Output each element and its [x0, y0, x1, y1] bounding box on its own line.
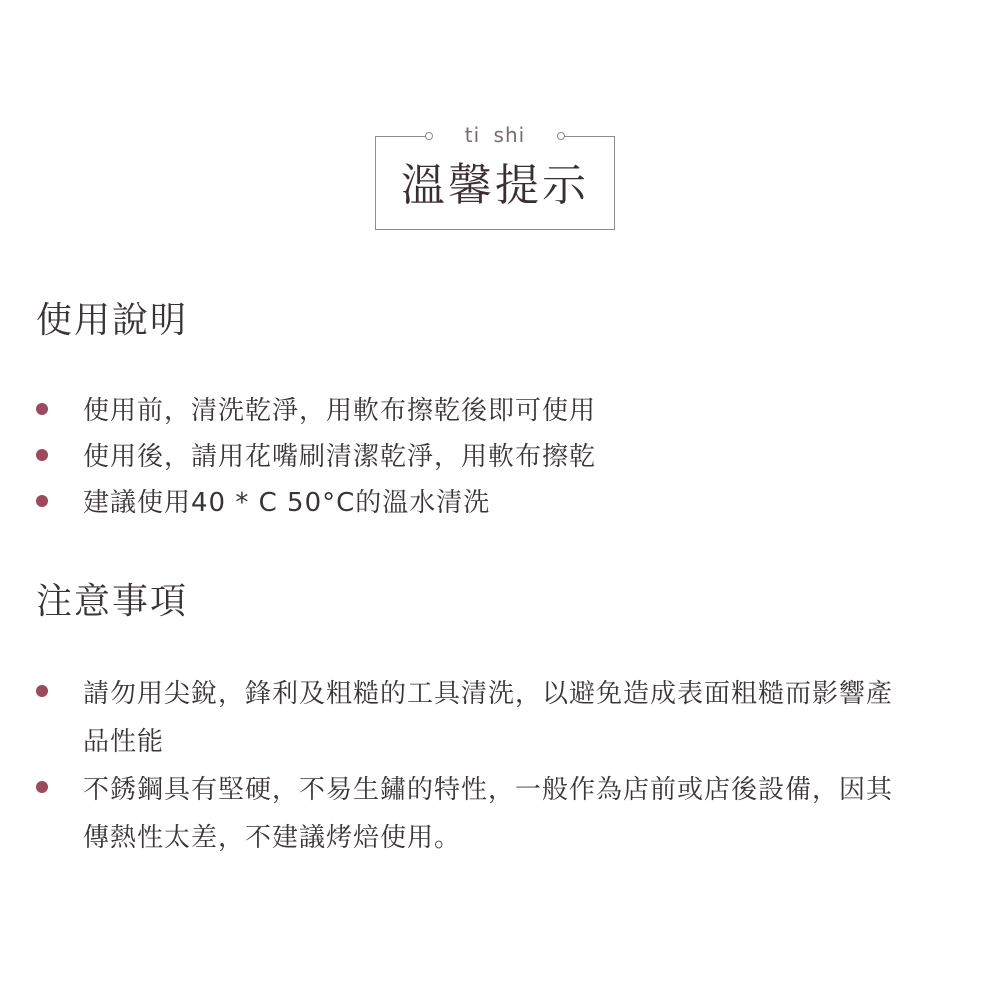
list-item-text: 不銹鋼具有堅硬，不易生鏽的特性，一般作為店前或店後設備，因其傳熱性太差，不建議烤焙使用。: [83, 775, 894, 853]
list-item: [36, 434, 896, 480]
bullet-dot-icon: [36, 781, 48, 793]
list-item-text: 請勿用尖銳，鋒利及粗糙的工具清洗，以避免造成表面粗糙而影響產品性能: [83, 679, 894, 757]
section-heading-notes: 注意事項: [36, 581, 189, 622]
list-item: [36, 480, 896, 526]
bullet-dot-icon: [36, 495, 48, 507]
header-title: 溫馨提示: [401, 160, 589, 211]
list-item: [36, 766, 896, 862]
bullet-dot-icon: [36, 403, 48, 415]
notes-list: [36, 670, 896, 862]
header-subtitle: ti shi: [464, 123, 526, 147]
bullet-dot-icon: [36, 449, 48, 461]
list-item: [36, 670, 896, 766]
list-item: [36, 388, 896, 434]
section-heading-usage: 使用說明: [36, 300, 189, 341]
frame-bottom-border: [375, 229, 615, 230]
list-item-text: 使用後，請用花嘴刷清潔乾淨，用軟布擦乾: [83, 442, 597, 472]
usage-list: [36, 388, 896, 526]
list-item-text: 使用前，清洗乾淨，用軟布擦乾後即可使用: [83, 396, 597, 426]
bullet-dot-icon: [36, 685, 48, 697]
header-badge: [375, 123, 615, 230]
list-item-text: 建議使用40 * C 50°C的溫水清洗: [83, 488, 491, 518]
